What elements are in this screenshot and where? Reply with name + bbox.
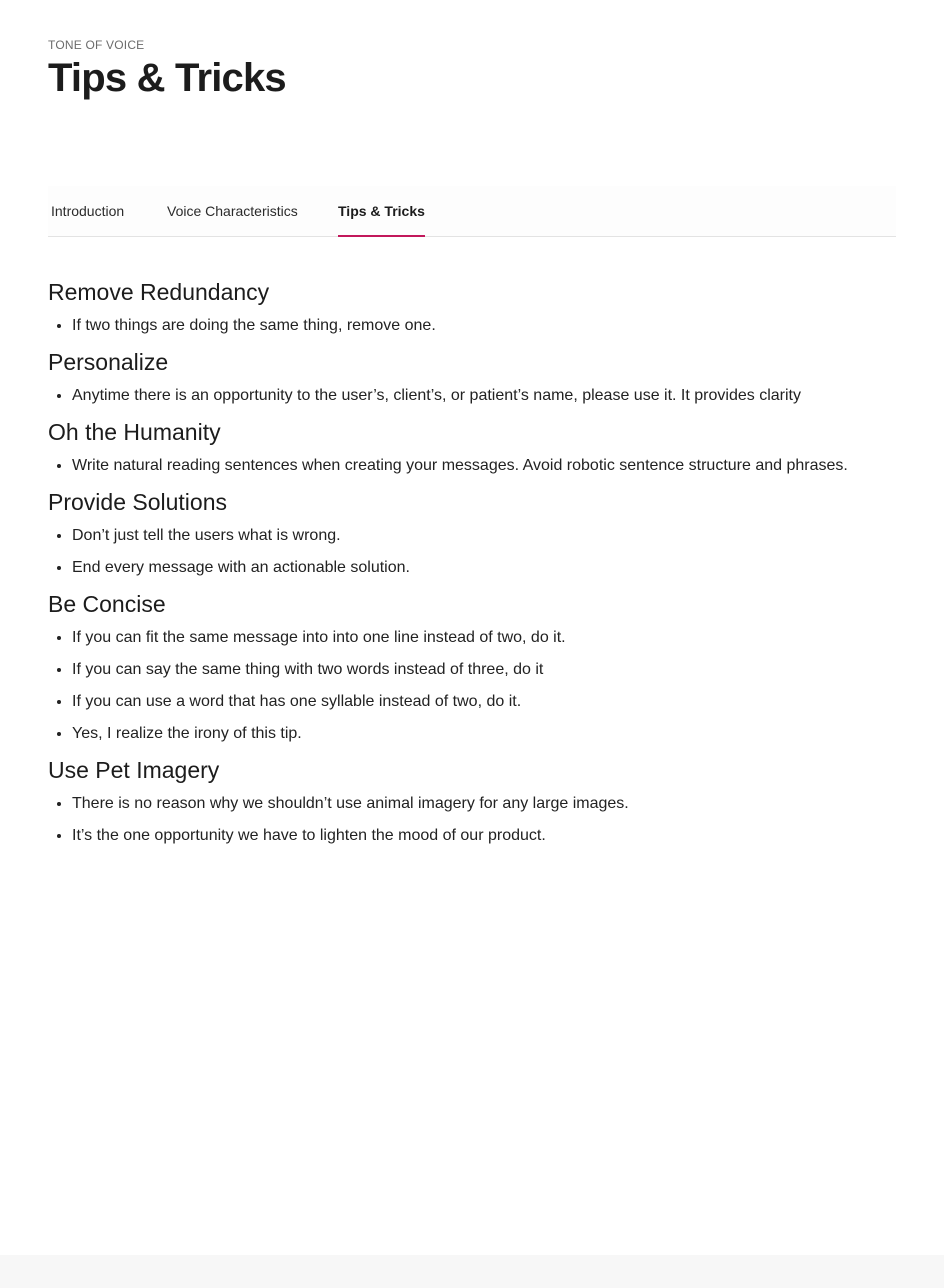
section-personalize — [48, 348, 896, 406]
footer-band — [0, 1255, 944, 1288]
section-title: Use Pet Imagery — [48, 757, 220, 783]
section-title: Be Concise — [48, 591, 166, 617]
main-content — [48, 268, 896, 858]
section-oh-the-humanity — [48, 418, 896, 476]
section-title: Remove Redundancy — [48, 279, 270, 305]
list-item: • End every message with an actionable solution. — [72, 558, 896, 578]
tab-voice-characteristics[interactable]: Voice Characteristics — [167, 203, 298, 219]
list-item: • There is no reason why we shouldn’t use animal imagery for any large images. — [72, 794, 896, 814]
tip-list — [48, 456, 896, 476]
section-title: Personalize — [48, 349, 169, 375]
list-item: • Yes, I realize the irony of this tip. — [72, 724, 896, 744]
list-item: • If you can fit the same message into into one line instead of two, do it. — [72, 628, 896, 648]
section-remove-redundancy — [48, 278, 896, 336]
tab-tips-and-tricks[interactable]: Tips & Tricks — [338, 186, 425, 236]
section-title: Oh the Humanity — [48, 419, 221, 445]
section-provide-solutions — [48, 488, 896, 578]
tip-list — [48, 526, 896, 578]
tip-list — [48, 794, 896, 846]
section-use-pet-imagery — [48, 756, 896, 846]
list-item: • It’s the one opportunity we have to lighten the mood of our product. — [72, 826, 896, 846]
list-item: • Don’t just tell the users what is wrong. — [72, 526, 896, 546]
tip-list — [48, 316, 896, 336]
list-item: • Write natural reading sentences when creating your messages. Avoid robotic sentence structure and phrases. — [72, 456, 896, 476]
tab-bar — [48, 186, 896, 237]
list-item: • If you can use a word that has one syllable instead of two, do it. — [72, 692, 896, 712]
section-title: Provide Solutions — [48, 489, 227, 515]
page-eyebrow: TONE OF VOICE — [48, 38, 145, 52]
list-item: • If two things are doing the same thing, remove one. — [72, 316, 896, 336]
list-item: • Anytime there is an opportunity to the user’s, client’s, or patient’s name, please use it. It provides clarity — [72, 386, 896, 406]
tip-list — [48, 386, 896, 406]
list-item: • If you can say the same thing with two words instead of three, do it — [72, 660, 896, 680]
tip-list — [48, 628, 896, 744]
page-title: Tips & Tricks — [48, 56, 286, 100]
section-be-concise — [48, 590, 896, 744]
tab-introduction[interactable]: Introduction — [51, 203, 125, 219]
